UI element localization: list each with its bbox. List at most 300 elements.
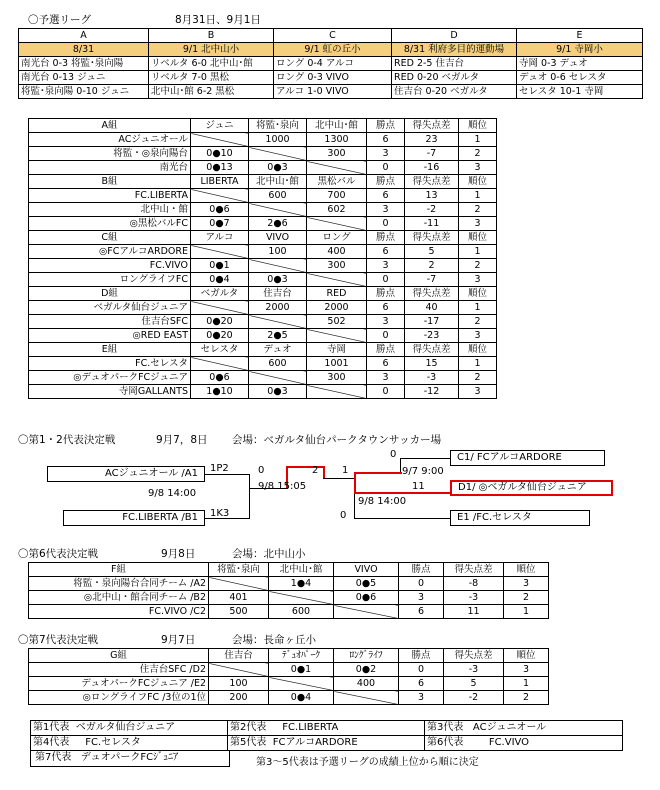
table-row xyxy=(29,161,497,175)
column-header: B組 xyxy=(29,175,191,189)
result-cell: 2 xyxy=(405,259,459,273)
column-header: ジュニ xyxy=(191,119,249,133)
result-cell: -7 xyxy=(405,147,459,161)
table-header-row xyxy=(29,287,497,301)
result-cell: 2000 xyxy=(307,301,367,315)
table-row xyxy=(29,329,497,343)
column-header: 得失点差 xyxy=(405,287,459,301)
prelim-group-e: E xyxy=(517,29,643,43)
team-name: ◎RED EAST xyxy=(29,329,191,343)
result-cell: 1 xyxy=(459,357,497,371)
result-cell: 23 xyxy=(405,133,459,147)
bracket-winner-line xyxy=(354,472,402,474)
column-header: ベガルタ xyxy=(191,287,249,301)
diagonal-cell xyxy=(307,385,367,399)
bracket-line xyxy=(205,474,250,475)
bracket-score-11: 11 xyxy=(412,481,425,492)
result-cell: 2 xyxy=(459,371,497,385)
result-cell: 300 xyxy=(307,259,367,273)
bracket-winner-line xyxy=(354,472,356,494)
column-header: LIBERTA xyxy=(191,175,249,189)
result-cell: 3 xyxy=(459,161,497,175)
result-cell: 1●4 xyxy=(269,577,334,591)
column-header: 勝点 xyxy=(399,563,444,577)
rep-cell xyxy=(228,721,425,736)
representatives-row xyxy=(31,736,623,751)
team-name: ◎デュオパークFCジュニア xyxy=(29,371,191,385)
team-name: FC.セレスタ xyxy=(29,357,191,371)
result-cell: 0●5 xyxy=(334,577,399,591)
prelim-match: 南光台 0-13 ジュニ xyxy=(19,71,149,85)
result-cell: 3 xyxy=(367,371,405,385)
result-cell: 2 xyxy=(459,203,497,217)
table-row xyxy=(29,677,549,691)
result-cell: 0●4 xyxy=(191,273,249,287)
result-cell: 3 xyxy=(367,147,405,161)
result-cell: -16 xyxy=(405,161,459,175)
representatives-note: 第3～5代表は予選リーグの成績上位から順に決定 xyxy=(256,757,479,768)
result-cell: 600 xyxy=(269,605,334,619)
diagonal-cell xyxy=(191,133,249,147)
rep-team: FC.VIVO xyxy=(488,737,530,748)
column-header: 北中山･館 xyxy=(249,175,307,189)
table-header-row xyxy=(29,119,497,133)
table-row xyxy=(29,203,497,217)
sixth-venue: 会場：北中山小 xyxy=(232,548,306,560)
result-cell: 0●7 xyxy=(191,217,249,231)
team-name: デュオパークFCジュニア /E2 xyxy=(29,677,209,691)
team-name: ロングライフFC xyxy=(29,273,191,287)
result-cell: 6 xyxy=(399,605,444,619)
column-header: 住吉台 xyxy=(209,649,269,663)
team-name: FC.VIVO /C2 xyxy=(29,605,209,619)
bracket-line xyxy=(400,458,401,472)
rep-team: FCアルコARDORE xyxy=(272,737,358,748)
result-cell: 1 xyxy=(504,605,549,619)
table-header-row xyxy=(29,649,549,663)
column-header: 将監･泉向 xyxy=(249,119,307,133)
team-name: ベガルタ仙台ジュニア xyxy=(29,301,191,315)
column-header: VIVO xyxy=(249,231,307,245)
column-header: 勝点 xyxy=(367,175,405,189)
result-cell: 2 xyxy=(504,691,549,705)
result-cell: 3 xyxy=(367,315,405,329)
column-header: デュオ xyxy=(249,343,307,357)
result-cell: 5 xyxy=(405,245,459,259)
result-cell: -3 xyxy=(405,371,459,385)
column-header: E組 xyxy=(29,343,191,357)
diagonal-cell xyxy=(191,245,249,259)
seventh-venue: 会場：長命ヶ丘小 xyxy=(232,634,316,646)
prelim-match: セレスタ 10-1 寺岡 xyxy=(517,85,643,99)
result-cell: 0 xyxy=(367,329,405,343)
bracket-team-d1: D1/ ◎ベガルタ仙台ジュニア xyxy=(450,480,613,496)
diagonal-cell xyxy=(269,677,334,691)
table-header-row xyxy=(29,563,549,577)
rep-cell-seventh xyxy=(30,750,230,767)
result-cell: -3 xyxy=(444,663,504,677)
table-row xyxy=(29,357,497,371)
result-cell: 6 xyxy=(367,357,405,371)
column-header: 北中山･館 xyxy=(269,563,334,577)
result-cell: 2●5 xyxy=(249,329,307,343)
bracket-title: 〇第1・2代表決定戦 xyxy=(18,434,116,446)
table-row xyxy=(29,245,497,259)
table-row xyxy=(29,147,497,161)
result-cell: 3 xyxy=(459,329,497,343)
table-header-row xyxy=(29,231,497,245)
bracket-score: 0 xyxy=(258,465,265,476)
rep-label: 第3代表 xyxy=(427,722,464,733)
column-header: 勝点 xyxy=(367,119,405,133)
column-header: 北中山･館 xyxy=(307,119,367,133)
diagonal-cell xyxy=(249,203,307,217)
table-row xyxy=(29,385,497,399)
prelim-group-a: A xyxy=(19,29,149,43)
bracket-line xyxy=(323,478,355,479)
table-row xyxy=(29,189,497,203)
table-row xyxy=(29,273,497,287)
column-header: 将監･泉向 xyxy=(209,563,269,577)
column-header: 順位 xyxy=(459,287,497,301)
bracket-winner-line xyxy=(354,492,450,494)
result-cell: 3 xyxy=(459,217,497,231)
result-cell: 1300 xyxy=(307,133,367,147)
table-row xyxy=(29,217,497,231)
rep-team: ACジュニオール xyxy=(472,722,547,733)
prelim-match: ロング 0-3 VIVO xyxy=(274,71,392,85)
prelim-match: ロング 0-4 アルコ xyxy=(274,57,392,71)
prelim-match: 北中山･館 6-2 黒松 xyxy=(149,85,274,99)
column-header: セレスタ xyxy=(191,343,249,357)
prelim-match: 南光台 0-3 将監･泉向陽 xyxy=(19,57,149,71)
prelim-table xyxy=(18,28,643,99)
result-cell: -11 xyxy=(405,217,459,231)
result-cell: 0●6 xyxy=(191,203,249,217)
column-header: 得失点差 xyxy=(444,649,504,663)
seventh-title: 〇第7代表決定戦 xyxy=(18,634,99,646)
team-name: 住吉台SFC xyxy=(29,315,191,329)
rep-cell xyxy=(425,736,623,751)
result-cell: 400 xyxy=(334,677,399,691)
result-cell: 1 xyxy=(504,677,549,691)
result-cell: 0●4 xyxy=(269,691,334,705)
column-header: VIVO xyxy=(334,563,399,577)
bracket-pk-a1: 1P2 xyxy=(210,463,229,474)
result-cell: 700 xyxy=(307,189,367,203)
bracket-line xyxy=(354,494,355,518)
result-cell: -12 xyxy=(405,385,459,399)
rep-cell xyxy=(31,721,228,736)
bracket-line xyxy=(354,518,450,519)
rep-label: 第4代表 xyxy=(33,737,70,748)
result-cell: 0●3 xyxy=(249,161,307,175)
rep-label: 第5代表 xyxy=(230,737,267,748)
result-cell: 0 xyxy=(367,217,405,231)
result-cell: 400 xyxy=(307,245,367,259)
bracket-winner-line xyxy=(323,466,325,478)
diagonal-cell xyxy=(249,315,307,329)
result-cell: 2000 xyxy=(249,301,307,315)
result-cell: 300 xyxy=(307,147,367,161)
column-header: 順位 xyxy=(459,119,497,133)
diagonal-cell xyxy=(307,217,367,231)
result-cell: 0●2 xyxy=(334,663,399,677)
result-cell: 40 xyxy=(405,301,459,315)
result-cell: -17 xyxy=(405,315,459,329)
prelim-match: リベルタ 6-0 北中山･館 xyxy=(149,57,274,71)
diagonal-cell xyxy=(209,663,269,677)
prelim-match: 将監･泉向陽 0-10 ジュニ xyxy=(19,85,149,99)
result-cell: 2●6 xyxy=(249,217,307,231)
result-cell: 1000 xyxy=(249,133,307,147)
result-cell: 1 xyxy=(459,301,497,315)
prelim-group-c: C xyxy=(274,29,392,43)
result-cell: 602 xyxy=(307,203,367,217)
column-header: 住吉台 xyxy=(249,287,307,301)
column-header: 順位 xyxy=(504,649,549,663)
bracket-team-a1: ACジュニオール /A1 xyxy=(47,466,205,482)
rep-cell xyxy=(425,721,623,736)
column-header: 得失点差 xyxy=(405,231,459,245)
prelim-venue: 9/1 虹の丘小 xyxy=(274,43,392,57)
column-header: 得失点差 xyxy=(444,563,504,577)
prelim-match: RED 2-5 住吉台 xyxy=(392,57,517,71)
diagonal-cell xyxy=(209,577,269,591)
bracket-date: 9月7，8日 xyxy=(156,434,208,446)
diagonal-cell xyxy=(307,329,367,343)
bracket-time-left: 9/8 14:00 xyxy=(148,488,197,499)
result-cell: 3 xyxy=(399,691,444,705)
result-cell: 0 xyxy=(399,663,444,677)
column-header: アルコ xyxy=(191,231,249,245)
diagonal-cell xyxy=(334,691,399,705)
prelim-match-row xyxy=(19,57,643,71)
prelim-match-row xyxy=(19,85,643,99)
result-cell: 3 xyxy=(367,203,405,217)
column-header: 勝点 xyxy=(399,649,444,663)
result-cell: 1 xyxy=(459,189,497,203)
group-standings-table xyxy=(28,118,497,399)
result-cell: 0●3 xyxy=(249,385,307,399)
result-cell: 0●1 xyxy=(191,259,249,273)
result-cell: 3 xyxy=(504,577,549,591)
table-header-row xyxy=(29,343,497,357)
result-cell: 500 xyxy=(209,605,269,619)
prelim-match: リベルタ 7-0 黒松 xyxy=(149,71,274,85)
prelim-venue: 9/1 寺岡小 xyxy=(517,43,643,57)
result-cell: 600 xyxy=(249,357,307,371)
diagonal-cell xyxy=(307,273,367,287)
result-cell: 2 xyxy=(504,591,549,605)
prelim-dates: 8月31日、9月1日 xyxy=(175,14,261,26)
result-cell: -2 xyxy=(444,691,504,705)
result-cell: -23 xyxy=(405,329,459,343)
team-name: ◎黒松バルFC xyxy=(29,217,191,231)
result-cell: 3 xyxy=(459,385,497,399)
table-row xyxy=(29,605,549,619)
team-name: FC.LIBERTA xyxy=(29,189,191,203)
table-row xyxy=(29,133,497,147)
result-cell: 11 xyxy=(444,605,504,619)
bracket-time-de: 9/8 14:00 xyxy=(358,496,407,507)
table-header-row xyxy=(29,175,497,189)
column-header: 順位 xyxy=(459,175,497,189)
prelim-group-b: B xyxy=(149,29,274,43)
prelim-match-row xyxy=(19,71,643,85)
result-cell: 13 xyxy=(405,189,459,203)
bracket-team-c1: C1/ FCアルコARDORE xyxy=(450,450,605,466)
rep-label: 第6代表 xyxy=(427,737,464,748)
result-cell: 0 xyxy=(367,273,405,287)
column-header: 順位 xyxy=(459,343,497,357)
table-row xyxy=(29,591,549,605)
diagonal-cell xyxy=(191,357,249,371)
column-header: F組 xyxy=(29,563,209,577)
table-row xyxy=(29,301,497,315)
column-header: A組 xyxy=(29,119,191,133)
seventh-date: 9月7日 xyxy=(161,634,196,646)
prelim-venue: 9/1 北中山小 xyxy=(149,43,274,57)
column-header: RED xyxy=(307,287,367,301)
column-header: 得失点差 xyxy=(405,175,459,189)
result-cell: 0 xyxy=(367,385,405,399)
column-header: 勝点 xyxy=(367,343,405,357)
column-header: 勝点 xyxy=(367,231,405,245)
result-cell: 0 xyxy=(367,161,405,175)
rep-label: 第7代表 xyxy=(35,752,72,763)
rep-team: ベガルタ仙台ジュニア xyxy=(75,722,176,733)
prelim-match: 寺岡 0-3 デュオ xyxy=(517,57,643,71)
result-cell: 0●6 xyxy=(191,371,249,385)
team-name: ◎FCアルコARDORE xyxy=(29,245,191,259)
result-cell: -2 xyxy=(405,203,459,217)
bracket-score: 2 xyxy=(312,465,319,476)
prelim-match: アルコ 1-0 VIVO xyxy=(274,85,392,99)
result-cell: 2 xyxy=(459,147,497,161)
result-cell: 1001 xyxy=(307,357,367,371)
result-cell: 0 xyxy=(399,577,444,591)
result-cell: -7 xyxy=(405,273,459,287)
result-cell: 200 xyxy=(209,691,269,705)
bracket-score-e1: 0 xyxy=(340,510,347,521)
result-cell: 1 xyxy=(459,133,497,147)
table-row xyxy=(29,315,497,329)
sixth-table xyxy=(28,562,549,619)
column-header: 順位 xyxy=(504,563,549,577)
result-cell: 0●13 xyxy=(191,161,249,175)
diagonal-cell xyxy=(191,301,249,315)
column-header: 得失点差 xyxy=(405,343,459,357)
column-header: D組 xyxy=(29,287,191,301)
team-name: 寺岡GALLANTS xyxy=(29,385,191,399)
prelim-venue: 8/31 xyxy=(19,43,149,57)
result-cell: 0●10 xyxy=(191,147,249,161)
team-name: ◎ロングライフFC /3位の1位 xyxy=(29,691,209,705)
result-cell: 100 xyxy=(209,677,269,691)
prelim-match: 住吉台 0-20 ベガルタ xyxy=(392,85,517,99)
team-name: 南光台 xyxy=(29,161,191,175)
prelim-title: 〇予選リーグ xyxy=(28,14,91,26)
result-cell: 0●1 xyxy=(269,663,334,677)
column-header: ﾛﾝｸﾞﾗｲﾌ xyxy=(334,649,399,663)
bracket-team-b1: FC.LIBERTA /B1 xyxy=(63,510,205,526)
diagonal-cell xyxy=(269,591,334,605)
bracket-score: 1 xyxy=(342,465,349,476)
result-cell: 2 xyxy=(459,315,497,329)
result-cell: 401 xyxy=(209,591,269,605)
bracket-time-cd: 9/7 9:00 xyxy=(402,466,444,477)
result-cell: 1 xyxy=(459,245,497,259)
team-name: 北中山・館 xyxy=(29,203,191,217)
bracket-pk-b1: 1K3 xyxy=(210,508,230,519)
result-cell: 6 xyxy=(367,133,405,147)
bracket-score-c1: 0 xyxy=(390,449,397,460)
result-cell: 600 xyxy=(249,189,307,203)
rep-team: FC.セレスタ xyxy=(85,737,141,748)
result-cell: 502 xyxy=(307,315,367,329)
representatives-row xyxy=(31,721,623,736)
team-name: ACジュニオール xyxy=(29,133,191,147)
result-cell: 6 xyxy=(367,245,405,259)
rep-cell xyxy=(31,736,228,751)
table-row xyxy=(29,663,549,677)
result-cell: -3 xyxy=(444,591,504,605)
result-cell: 3 xyxy=(367,259,405,273)
result-cell: 3 xyxy=(504,663,549,677)
table-row xyxy=(29,259,497,273)
seventh-table xyxy=(28,648,549,705)
result-cell: 0●20 xyxy=(191,315,249,329)
result-cell: 2 xyxy=(459,259,497,273)
result-cell: 3 xyxy=(399,591,444,605)
result-cell: 15 xyxy=(405,357,459,371)
column-header: 寺岡 xyxy=(307,343,367,357)
table-row xyxy=(29,371,497,385)
column-header: 黒松バル xyxy=(307,175,367,189)
prelim-group-d: D xyxy=(392,29,517,43)
rep-team: FC.LIBERTA xyxy=(282,722,339,733)
diagonal-cell xyxy=(334,605,399,619)
column-header: ロング xyxy=(307,231,367,245)
result-cell: 5 xyxy=(444,677,504,691)
result-cell: 100 xyxy=(249,245,307,259)
bracket-line xyxy=(249,474,250,519)
result-cell: 6 xyxy=(367,189,405,203)
prelim-match: RED 0-20 ベガルタ xyxy=(392,71,517,85)
bracket-time-final: 9/8 15:05 xyxy=(258,481,307,492)
rep-cell xyxy=(228,736,425,751)
result-cell: 300 xyxy=(307,371,367,385)
result-cell: 1●10 xyxy=(191,385,249,399)
result-cell: 0●6 xyxy=(334,591,399,605)
bracket-line xyxy=(400,458,450,459)
rep-label: 第2代表 xyxy=(230,722,267,733)
prelim-match: デュオ 0-6 セレスタ xyxy=(517,71,643,85)
team-name: ◎北中山・館合同チーム /B2 xyxy=(29,591,209,605)
result-cell: 0●20 xyxy=(191,329,249,343)
column-header: ﾃﾞｭｵﾊﾟｰｸ xyxy=(269,649,334,663)
column-header: 順位 xyxy=(459,231,497,245)
result-cell: 0●3 xyxy=(249,273,307,287)
team-name: 住吉台SFC /D2 xyxy=(29,663,209,677)
table-row xyxy=(29,577,549,591)
diagonal-cell xyxy=(191,189,249,203)
result-cell: -8 xyxy=(444,577,504,591)
diagonal-cell xyxy=(249,371,307,385)
prelim-venue-row xyxy=(19,43,643,57)
diagonal-cell xyxy=(249,259,307,273)
